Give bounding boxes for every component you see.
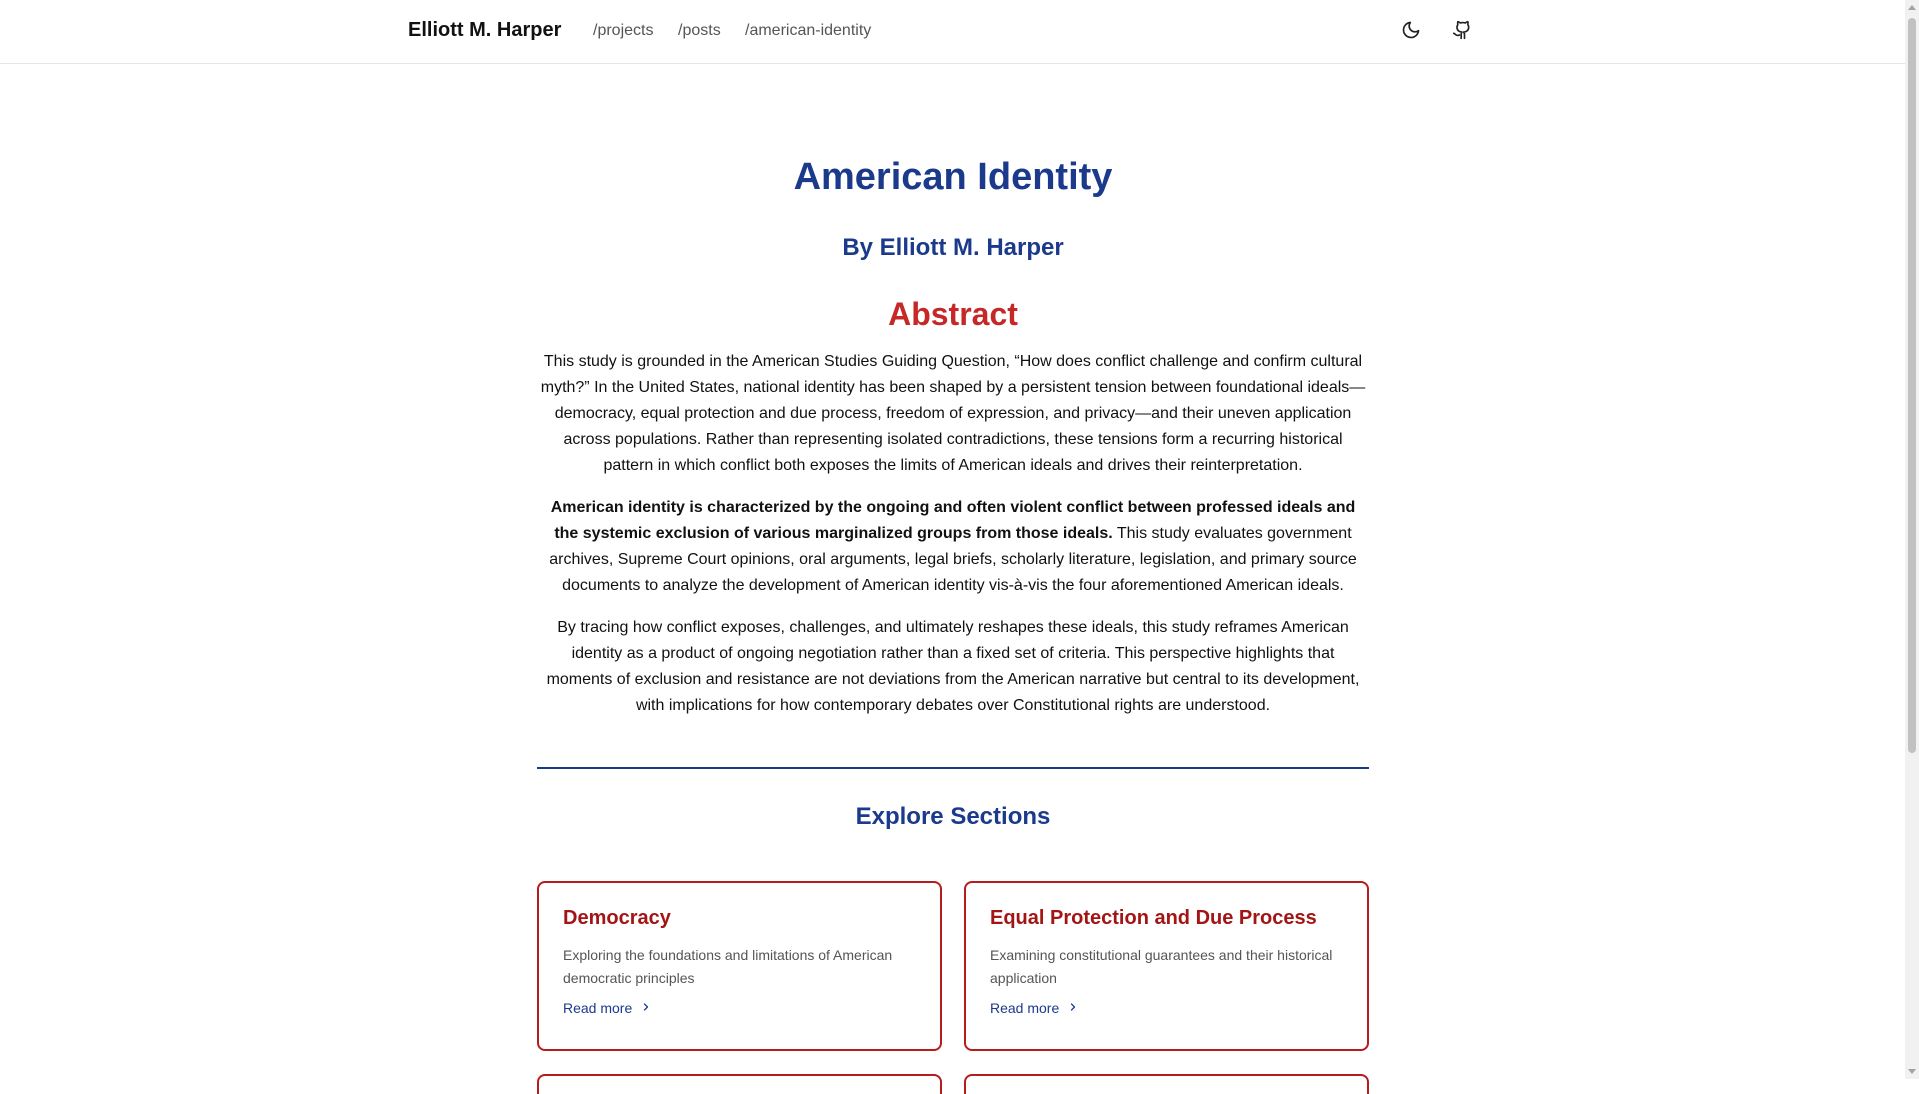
theme-toggle-button[interactable] — [1397, 18, 1425, 46]
read-more-link[interactable] — [563, 1000, 652, 1016]
vertical-scrollbar[interactable] — [1905, 0, 1919, 1079]
section-card-democracy[interactable] — [537, 881, 942, 1051]
card-description: Examining constitutional guarantees and their historical application — [990, 947, 1333, 986]
read-more-link[interactable] — [990, 1000, 1079, 1016]
abstract-paragraph-3: By tracing how conflict exposes, challenges, and ultimately reshapes these ideals, this study reframes American identity as a product of ongoing negotiation rather than a fixed set of criteria. This perspective highlights that moments of exclusion and resistance are not deviations from the American narrative but central to its development, with implications for how contemporary debates over Constitutional rights are understood. — [546, 619, 1360, 714]
abstract-heading: Abstract — [888, 296, 1018, 332]
page-title: American Identity — [793, 156, 1113, 198]
read-more-label: Read more — [990, 1000, 1060, 1016]
brand-link[interactable]: Elliott M. Harper — [408, 19, 562, 41]
nav-projects-link[interactable]: /projects — [593, 22, 654, 39]
card-title: Equal Protection and Due Process — [990, 907, 1317, 929]
nav-posts-link[interactable]: /posts — [678, 22, 721, 39]
abstract-paragraph-2-rest: This study evaluates government archives, Supreme Court opinions, oral arguments, legal briefs, scholarly literature, legislation, and primary source documents to analyze the development of American identity vis-à-vis the four aforementioned American ideals. — [549, 525, 1357, 594]
github-icon — [1452, 20, 1472, 45]
abstract-paragraph-2 — [537, 495, 1369, 599]
section-card-equal-protection[interactable] — [964, 881, 1369, 1051]
card-title: Democracy — [563, 907, 671, 929]
scroll-up-arrow-icon[interactable] — [1908, 5, 1916, 10]
scroll-down-arrow-icon[interactable] — [1908, 1069, 1916, 1074]
abstract-paragraph-1: This study is grounded in the American Studies Guiding Question, “How does conflict challenge and confirm cultural myth?” In the United States, national identity has been shaped by a persistent tension between foundational ideals—democracy, equal protection and due process, freedom of expression, and privacy—and their uneven application across populations. Rather than representing isolated contradictions, these tensions form a recurring historical pattern in which conflict both exposes the limits of American ideals and drives their reinterpretation. — [540, 353, 1366, 474]
scroll-thumb[interactable] — [1908, 18, 1916, 753]
section-card-partial[interactable] — [964, 1074, 1369, 1094]
read-more-label: Read more — [563, 1000, 633, 1016]
card-description: Exploring the foundations and limitations of American democratic principles — [563, 947, 893, 986]
explore-sections-heading: Explore Sections — [855, 803, 1051, 830]
section-divider — [537, 767, 1369, 769]
moon-icon — [1401, 20, 1421, 45]
chevron-right-icon — [640, 1000, 652, 1016]
chevron-right-icon — [1067, 1000, 1079, 1016]
thesis-statement: American identity is characterized by the ongoing and often violent conflict between professed ideals and the systemic exclusion of various marginalized groups from those ideals. — [550, 499, 1356, 542]
nav-american-identity-link[interactable]: /american-identity — [745, 22, 872, 39]
section-card-partial[interactable] — [537, 1074, 942, 1094]
author-byline: By Elliott M. Harper — [842, 234, 1064, 261]
site-header — [0, 0, 1905, 64]
github-button[interactable] — [1448, 18, 1476, 46]
